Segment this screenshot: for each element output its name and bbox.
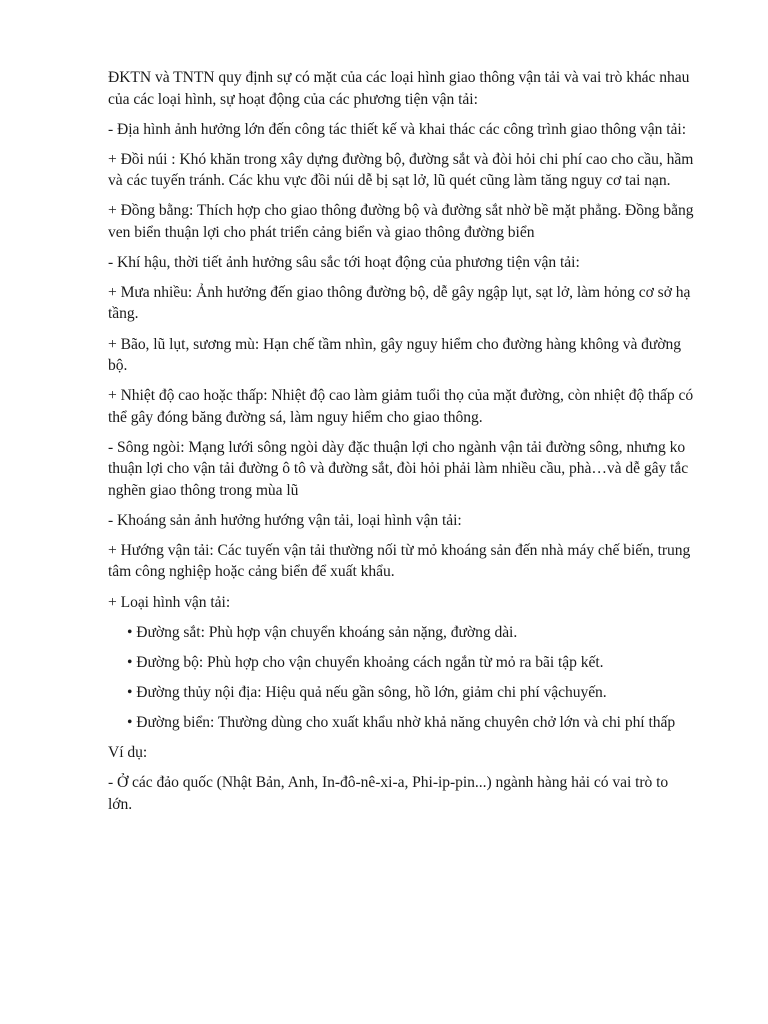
paragraph-transport-types: + Loại hình vận tải: bbox=[108, 593, 231, 611]
bullet-sea: • Đường biển: Thường dùng cho xuất khẩu nhờ khả năng chuyên chở lớn và chi phí thấp bbox=[127, 713, 676, 731]
paragraph-storms: + Bão, lũ lụt, sương mù: Hạn chế tầm nhìn, gây nguy hiểm cho đường hàng không và đường bộ. bbox=[108, 335, 682, 375]
document-body bbox=[108, 67, 696, 824]
bullet-inland-waterway: • Đường thủy nội địa: Hiệu quả nếu gần sông, hồ lớn, giảm chi phí vậchuyến. bbox=[127, 683, 607, 701]
bullet-railway: • Đường sắt: Phù hợp vận chuyển khoáng sản nặng, đường dài. bbox=[127, 623, 518, 641]
bullet-road: • Đường bộ: Phù hợp cho vận chuyển khoảng cách ngắn từ mỏ ra bãi tập kết. bbox=[127, 653, 604, 671]
paragraph-climate: - Khí hậu, thời tiết ảnh hưởng sâu sắc tới hoạt động của phương tiện vận tải: bbox=[108, 253, 580, 271]
paragraph-terrain: - Địa hình ảnh hưởng lớn đến công tác thiết kế và khai thác các công trình giao thông vận tải: bbox=[108, 120, 686, 138]
paragraph-plains: + Đồng bằng: Thích hợp cho giao thông đường bộ và đường sắt nhờ bề mặt phẳng. Đồng bằng ven biển thuận lợi cho phát triển cảng biển và giao thông đường biển bbox=[108, 202, 694, 241]
paragraph-temperature: + Nhiệt độ cao hoặc thấp: Nhiệt độ cao làm giảm tuổi thọ của mặt đường, còn nhiệt độ thấp có thể gây đóng băng đường sá, làm nguy hiểm cho giao thông. bbox=[108, 387, 694, 426]
paragraph-heavy-rain: + Mưa nhiều: Ảnh hưởng đến giao thông đường bộ, dễ gây ngập lụt, sạt lở, làm hỏng cơ sở hạ tầng. bbox=[108, 283, 691, 323]
paragraph-example-heading: Ví dụ: bbox=[108, 744, 148, 761]
paragraph-rivers: - Sông ngòi: Mạng lưới sông ngòi dày đặc thuận lợi cho ngành vận tải đường sông, nhưng ko thuận lợi cho vận tải đường ô tô và đường sắt, đòi hỏi phải làm nhiều cầu, phà…và dễ gây tắc nghẽn giao thông trong mùa lũ bbox=[108, 438, 689, 499]
paragraph-mountains: + Đồi núi : Khó khăn trong xây dựng đường bộ, đường sắt và đòi hỏi chi phí cao cho cầu, hầm và các tuyến tránh. Các khu vực đồi núi dễ bị sạt lở, lũ quét cũng làm tăng nguy cơ tai nạn. bbox=[108, 150, 694, 190]
paragraph-transport-direction: + Hướng vận tải: Các tuyến vận tải thường nối từ mỏ khoáng sản đến nhà máy chế biến, trung tâm công nghiệp hoặc cảng biển để xuất khẩu. bbox=[108, 541, 691, 581]
paragraph-minerals: - Khoáng sản ảnh hưởng hướng vận tải, loại hình vận tải: bbox=[108, 511, 462, 529]
paragraph-intro: ĐKTN và TNTN quy định sự có mặt của các loại hình giao thông vận tải và vai trò khác nhau của các loại hình, sự hoạt động của các phương tiện vận tải: bbox=[108, 69, 690, 108]
paragraph-example-islands: - Ở các đảo quốc (Nhật Bản, Anh, In-đô-nê-xi-a, Phi-ip-pin...) ngành hàng hải có vai trò to lớn. bbox=[108, 774, 669, 813]
